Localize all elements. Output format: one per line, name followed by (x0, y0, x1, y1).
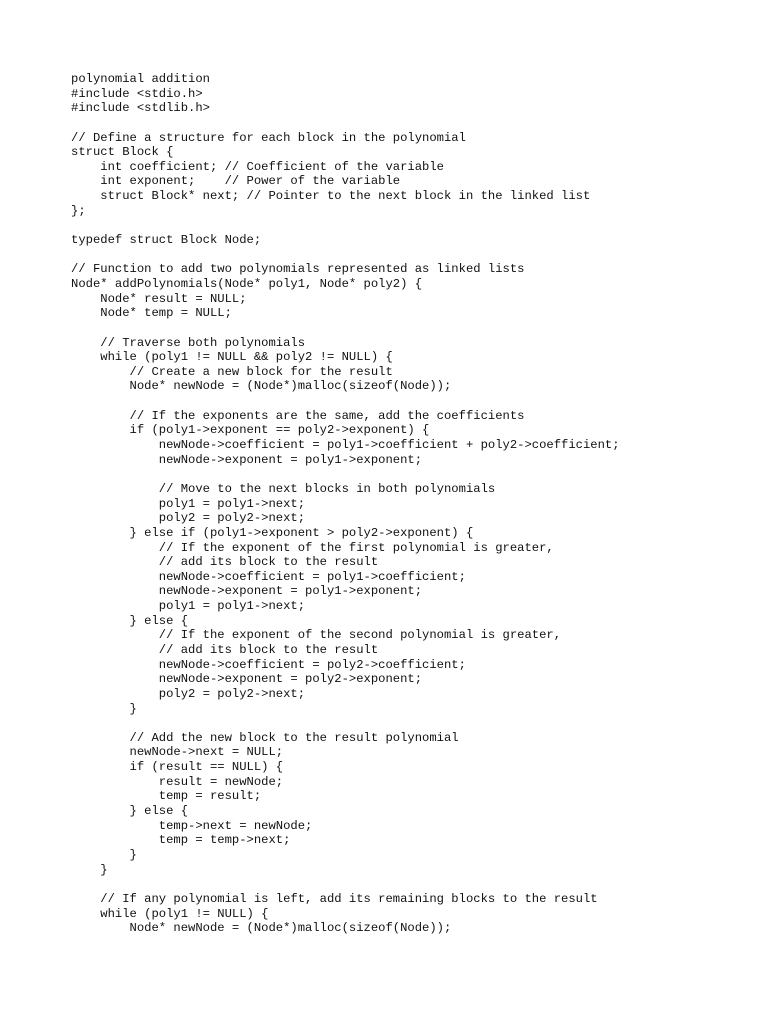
code-line (71, 716, 751, 731)
code-line: int exponent; // Power of the variable (71, 174, 401, 189)
code-line: poly2 = poly2->next; (71, 686, 306, 701)
code-line: result = newNode; (71, 774, 284, 789)
code-line (71, 116, 751, 131)
code-line (71, 467, 751, 482)
code-line: // add its block to the result (71, 642, 379, 657)
code-line: // Move to the next blocks in both polynomials (71, 481, 496, 496)
code-line (71, 248, 751, 263)
code-line: poly1 = poly1->next; (71, 599, 306, 614)
code-line: temp = result; (71, 789, 262, 804)
code-line: } (71, 862, 108, 877)
code-line: }; (71, 203, 86, 218)
code-line: int coefficient; // Coefficient of the variable (71, 159, 444, 174)
code-line: newNode->coefficient = poly1->coefficient + poly2->coefficient; (71, 438, 620, 453)
code-line (71, 321, 751, 336)
code-line: Node* result = NULL; (71, 291, 247, 306)
code-line: // Add the new block to the result polynomial (71, 730, 459, 745)
code-line: struct Block { (71, 145, 174, 160)
code-line: // Create a new block for the result (71, 364, 393, 379)
code-line: Node* newNode = (Node*)malloc(sizeof(Node)); (71, 379, 452, 394)
code-line: // Define a structure for each block in the polynomial (71, 130, 466, 145)
code-line: // add its block to the result (71, 555, 379, 570)
code-line: newNode->exponent = poly2->exponent; (71, 672, 423, 687)
code-line: // Function to add two polynomials represented as linked lists (71, 262, 525, 277)
code-line (71, 218, 751, 233)
code-line: polynomial addition (71, 72, 210, 86)
code-line: newNode->next = NULL; (71, 745, 284, 760)
document-page (71, 72, 751, 936)
code-line: // Traverse both polynomials (71, 335, 306, 350)
code-line: Node* temp = NULL; (71, 306, 232, 321)
code-line: #include <stdlib.h> (71, 101, 210, 116)
code-line: // If the exponent of the first polynomial is greater, (71, 540, 554, 555)
code-line: typedef struct Block Node; (71, 233, 262, 248)
code-line: newNode->coefficient = poly1->coefficient; (71, 569, 466, 584)
code-line: Node* addPolynomials(Node* poly1, Node* poly2) { (71, 276, 423, 291)
code-line: Node* newNode = (Node*)malloc(sizeof(Node)); (71, 921, 452, 936)
code-line: newNode->exponent = poly1->exponent; (71, 452, 423, 467)
code-line: poly1 = poly1->next; (71, 496, 306, 511)
code-block (71, 72, 751, 936)
code-line: while (poly1 != NULL && poly2 != NULL) { (71, 350, 393, 365)
code-line: #include <stdio.h> (71, 86, 203, 101)
code-line: } else { (71, 613, 189, 628)
code-line: temp->next = newNode; (71, 818, 313, 833)
code-line: // If the exponent of the second polynomial is greater, (71, 628, 562, 643)
code-line: if (result == NULL) { (71, 760, 284, 775)
code-line (71, 877, 751, 892)
code-line: } (71, 847, 137, 862)
code-line: poly2 = poly2->next; (71, 511, 306, 526)
code-line (71, 394, 751, 409)
code-line: // If any polynomial is left, add its remaining blocks to the result (71, 891, 598, 906)
code-line: if (poly1->exponent == poly2->exponent) { (71, 423, 430, 438)
code-line: temp = temp->next; (71, 833, 291, 848)
code-line: } else { (71, 804, 189, 819)
code-line: newNode->exponent = poly1->exponent; (71, 584, 423, 599)
code-line: struct Block* next; // Pointer to the next block in the linked list (71, 189, 591, 204)
code-line: newNode->coefficient = poly2->coefficient; (71, 657, 466, 672)
code-line: while (poly1 != NULL) { (71, 906, 269, 921)
code-line: } else if (poly1->exponent > poly2->exponent) { (71, 525, 474, 540)
code-line: } (71, 701, 137, 716)
code-line: // If the exponents are the same, add the coefficients (71, 408, 525, 423)
